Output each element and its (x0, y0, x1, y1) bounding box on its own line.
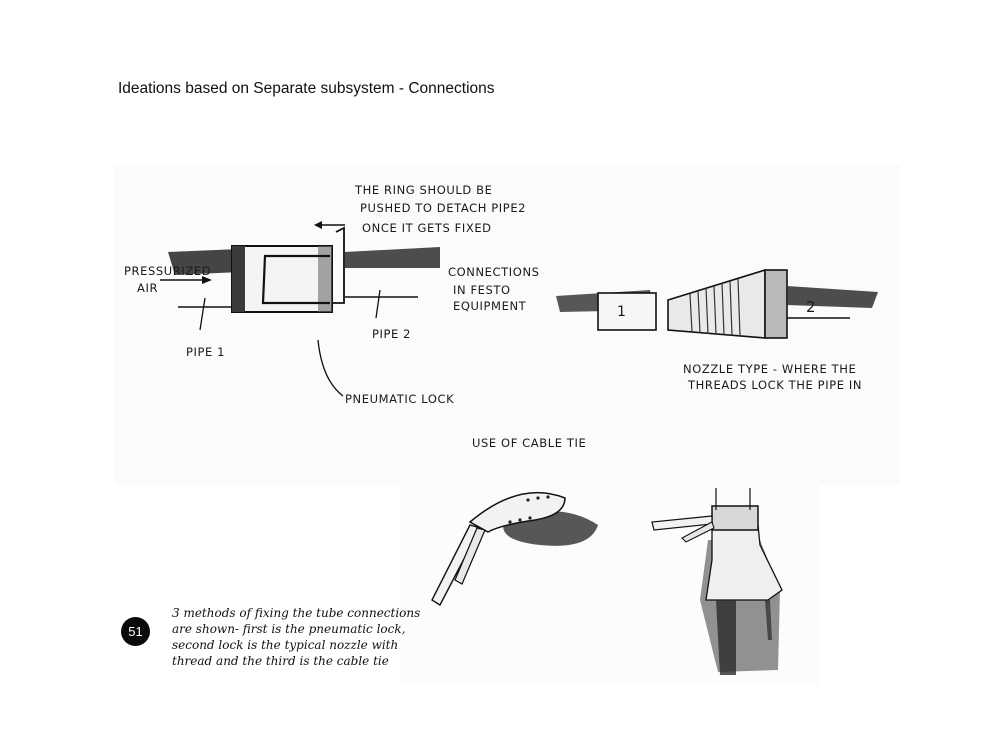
page-number-badge: 51 (121, 617, 150, 646)
ring-note-line2: PUSHED TO DETACH PIPE2 (360, 201, 527, 215)
pipe1-label: PIPE 1 (186, 345, 226, 359)
festo-line2: IN FESTO (453, 283, 511, 297)
caption-line: second lock is the typical nozzle with (172, 638, 399, 652)
nozzle-sketch (556, 270, 878, 338)
festo-line1: CONNECTIONS (448, 265, 540, 279)
caption-line: are shown- first is the pneumatic lock, (172, 622, 406, 636)
pneumatic-lock-sketch (160, 221, 440, 396)
pneumatic-lock-label: PNEUMATIC LOCK (345, 392, 455, 406)
ring-note-line1: THE RING SHOULD BE (355, 183, 493, 197)
caption-line: thread and the third is the cable tie (172, 654, 389, 668)
air-label: AIR (137, 281, 159, 295)
nozzle-num-1: 1 (617, 304, 627, 320)
page-title: Ideations based on Separate subsystem - Connections (118, 80, 495, 97)
nozzle-num-2: 2 (806, 298, 817, 316)
pipe2-label: PIPE 2 (372, 327, 412, 341)
nozzle-note-line1: NOZZLE TYPE - WHERE THE (683, 362, 857, 376)
cable-tie-label: USE OF CABLE TIE (472, 436, 587, 450)
ring-note-line3: ONCE IT GETS FIXED (362, 221, 492, 235)
festo-line3: EQUIPMENT (453, 299, 527, 313)
caption-line: 3 methods of fixing the tube connections (172, 606, 421, 620)
caption (172, 605, 422, 669)
cable-tie-on-pipe-sketch (652, 488, 782, 675)
pressurized-label: PRESSURIZED (124, 264, 212, 278)
nozzle-note-line2: THREADS LOCK THE PIPE IN (688, 378, 863, 392)
cable-tie-loop-sketch (432, 493, 598, 605)
